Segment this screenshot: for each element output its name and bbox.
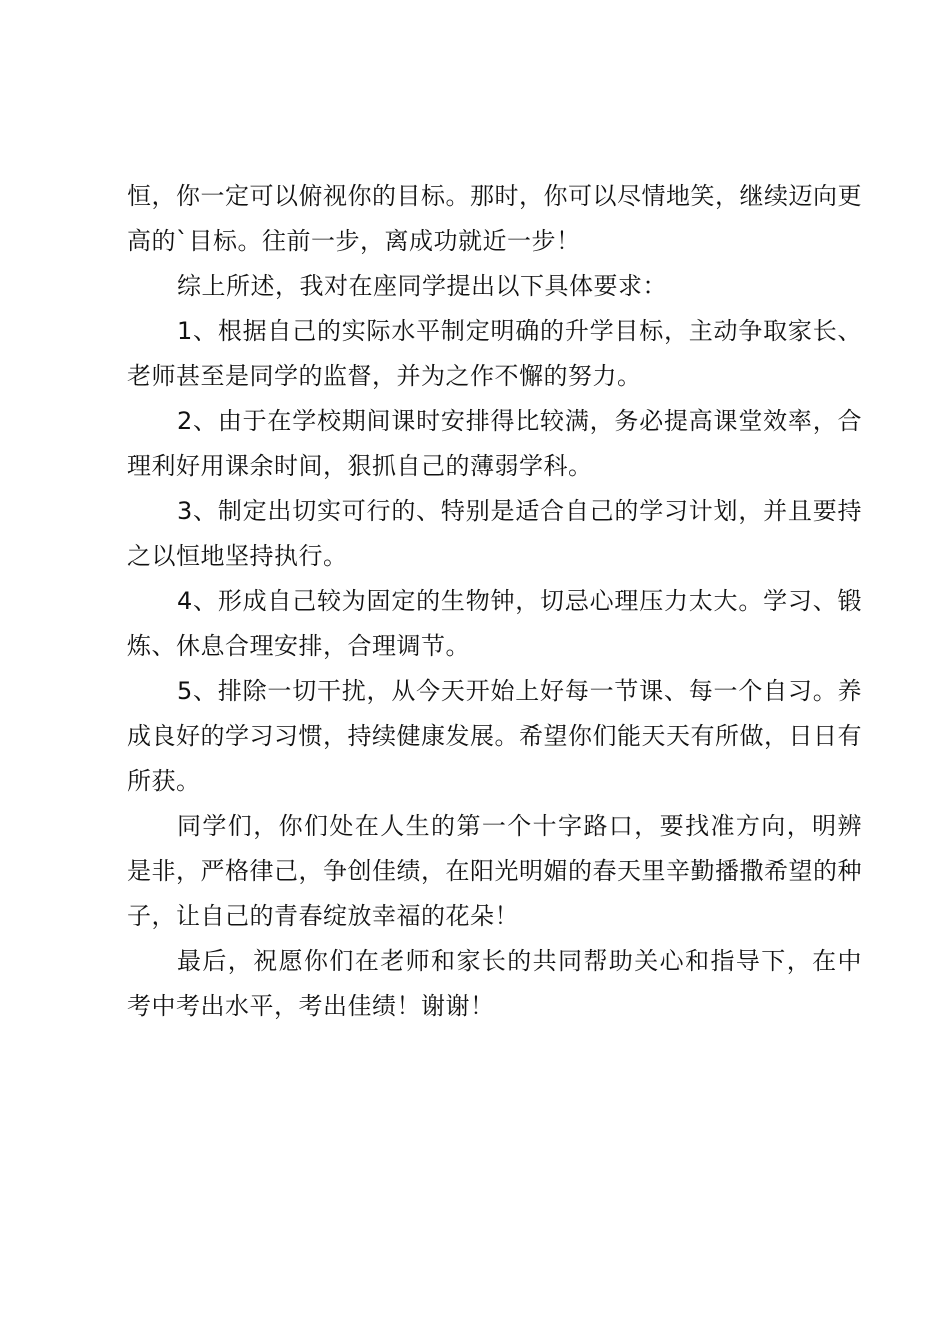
paragraph-encouragement: 同学们，你们处在人生的第一个十字路口，要找准方向，明辨是非，严格律己，争创佳绩，在阳光明媚的春天里辛勤播撒希望的种子，让自己的青春绽放幸福的花朵！ [127,812,862,930]
paragraph-requirement-5: 5、排除一切干扰，从今天开始上好每一节课、每一个自习。养成良好的学习习惯，持续健康发展。希望你们能天天有所做，日日有所获。 [127,677,862,795]
paragraph-summary-intro: 综上所述，我对在座同学提出以下具体要求： [177,272,667,300]
paragraph-continuation: 恒，你一定可以俯视你的目标。那时，你可以尽情地笑，继续迈向更高的`目标。往前一步，离成功就近一步！ [127,182,862,255]
paragraph-requirement-4: 4、形成自己较为固定的生物钟，切忌心理压力太大。学习、锻炼、休息合理安排，合理调节。 [127,587,862,660]
document-body [127,174,862,1029]
paragraph-requirement-3: 3、制定出切实可行的、特别是适合自己的学习计划，并且要持之以恒地坚持执行。 [127,497,862,570]
paragraph-requirement-2: 2、由于在学校期间课时安排得比较满，务必提高课堂效率，合理利好用课余时间，狠抓自己的薄弱学科。 [127,407,862,480]
paragraph-requirement-1: 1、根据自己的实际水平制定明确的升学目标，主动争取家长、老师甚至是同学的监督，并为之作不懈的努力。 [127,317,862,390]
paragraph-closing: 最后，祝愿你们在老师和家长的共同帮助关心和指导下，在中考中考出水平，考出佳绩！谢谢！ [127,947,862,1020]
